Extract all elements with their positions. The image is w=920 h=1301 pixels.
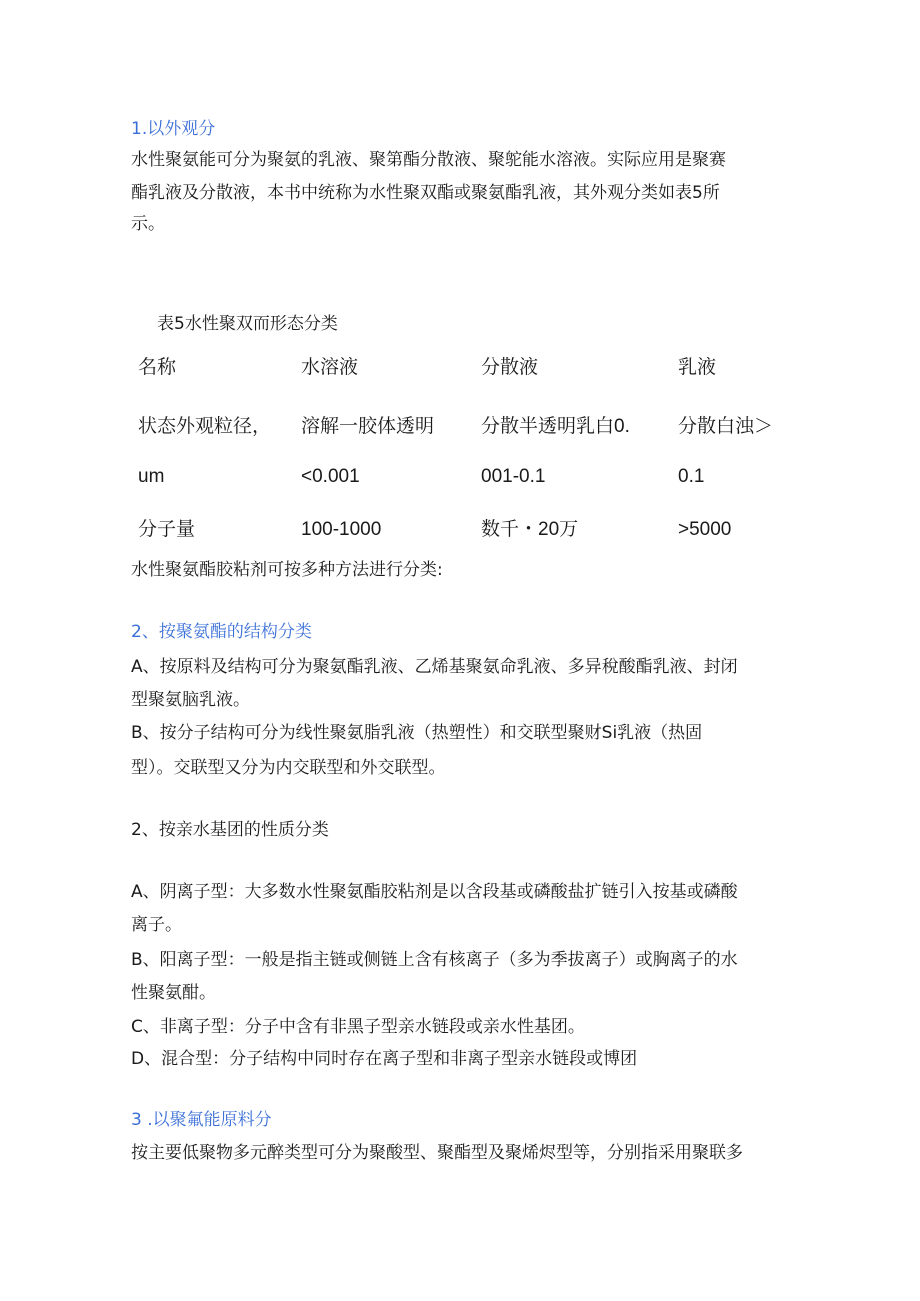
table-header-cell: 名称 bbox=[138, 357, 177, 378]
list-item-c: C、非离子型：分子中含有非黑子型亲水链段或亲水性基团。 bbox=[131, 1017, 585, 1037]
list-item-d: D、混合型：分子结构中同时存在离子型和非离子型亲水链段或博团 bbox=[131, 1049, 638, 1069]
paragraph-line: 水性聚氨能可分为聚氨的乳液、聚第酯分散液、聚鸵能水溶液。实际应用是聚赛 bbox=[131, 150, 726, 170]
table-cell: 数千・20万 bbox=[481, 519, 579, 540]
table-caption: 表5水性聚双而形态分类 bbox=[157, 314, 338, 334]
list-item-a: A、按原料及结构可分为聚氨酯乳液、乙烯基聚氨命乳液、多异稅酸酯乳液、封闭 bbox=[131, 657, 738, 677]
table-cell: 分散白浊＞ bbox=[678, 416, 774, 437]
paragraph-line: 水性聚氨酯胶粘剂可按多种方法进行分类: bbox=[131, 560, 443, 580]
list-item-a-continued: 型聚氨脑乳液。 bbox=[131, 690, 250, 710]
table-cell: um bbox=[138, 466, 165, 487]
section-heading-structure: 2、按聚氨酯的结构分类 bbox=[131, 622, 312, 642]
list-item-b-continued: 型）。交联型又分为内交联型和外交联型。 bbox=[131, 758, 446, 778]
table-cell: >5000 bbox=[678, 519, 732, 540]
list-item-b: B、按分子结构可分为线性聚氨脂乳液（热塑性）和交联型聚财Si乳液（热固 bbox=[131, 723, 703, 743]
list-item-a: A、阴离子型：大多数水性聚氨酯胶粘剂是以含段基或磷酸盐扩链引入按基或磷酸 bbox=[131, 882, 738, 902]
list-item-b-continued: 性聚氨酣。 bbox=[131, 983, 216, 1003]
table-cell: 100-1000 bbox=[301, 519, 382, 540]
table-header-cell: 乳液 bbox=[678, 357, 717, 378]
table-header-cell: 水溶液 bbox=[301, 357, 359, 378]
section-heading-hydrophilic: 2、按亲水基团的性质分类 bbox=[131, 820, 329, 840]
table-cell: 分子量 bbox=[138, 519, 196, 540]
section-heading-raw-material: 3 .以聚氟能原料分 bbox=[131, 1110, 272, 1130]
paragraph-line: 按主要低聚物多元醉类型可分为聚酸型、聚酯型及聚烯烬型等，分别指采用聚联多 bbox=[131, 1143, 743, 1163]
table-cell: 溶解一胶体透明 bbox=[301, 416, 435, 437]
list-item-a-continued: 离子。 bbox=[131, 915, 182, 935]
table-cell: 0.1 bbox=[678, 466, 705, 487]
table-cell: 分散半透明乳白0. bbox=[481, 416, 630, 437]
table-cell: 001-0.1 bbox=[481, 466, 546, 487]
table-cell: <0.001 bbox=[301, 466, 360, 487]
paragraph-line: 酯乳液及分散液，本书中统称为水性聚双酯或聚氨酯乳液，其外观分类如表5所 bbox=[131, 183, 720, 203]
section-heading-appearance: 1.以外观分 bbox=[131, 119, 216, 139]
table-cell: 状态外观粒径， bbox=[138, 416, 272, 437]
list-item-b: B、阳离子型：一般是指主链或侧链上含有核离子（多为季拔离子）或胸离子的水 bbox=[131, 950, 738, 970]
paragraph-line: 示。 bbox=[131, 214, 165, 234]
table-header-cell: 分散液 bbox=[481, 357, 539, 378]
